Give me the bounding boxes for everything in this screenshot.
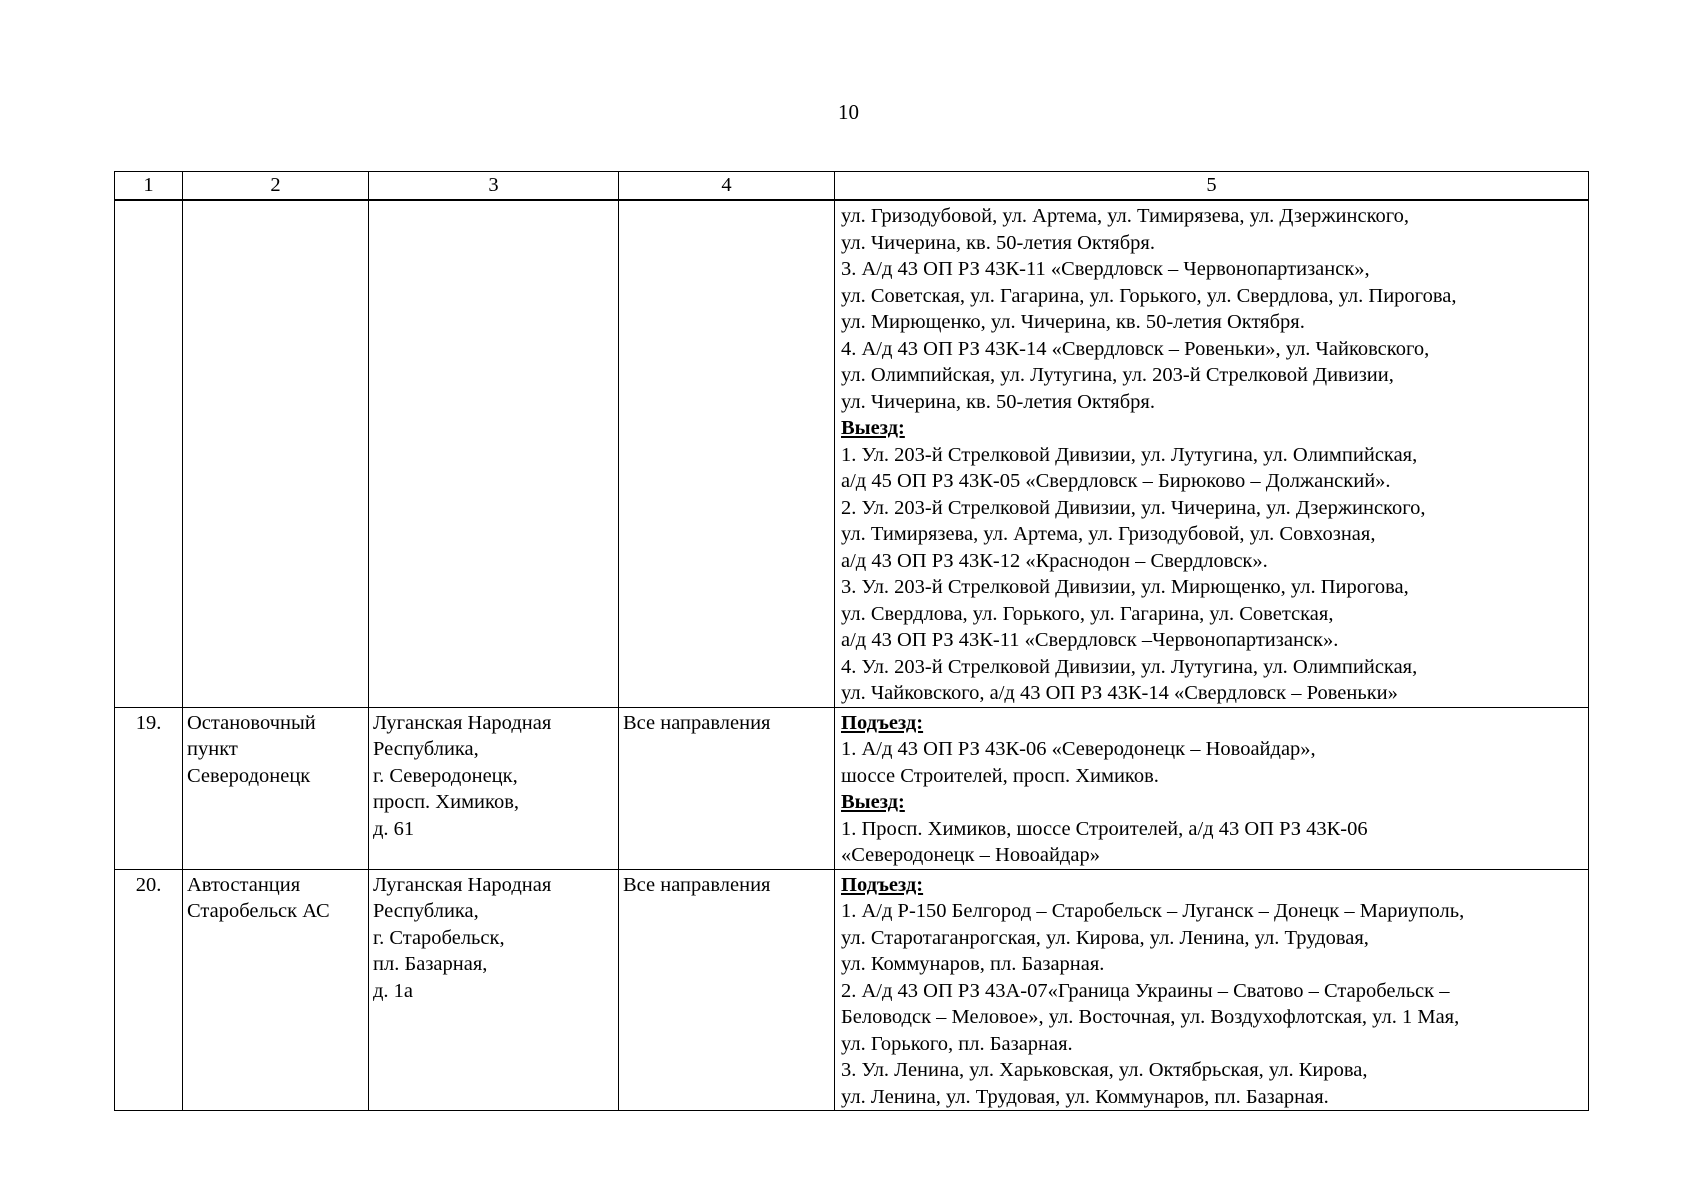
address-cell <box>369 200 619 707</box>
route-line: 2. Ул. 203-й Стрелковой Дивизии, ул. Чичерина, ул. Дзержинского, <box>841 496 1426 519</box>
route-cell <box>835 707 1589 869</box>
address-line: просп. Химиков, <box>373 791 519 813</box>
route-line: ул. Горького, пл. Базарная. <box>841 1032 1073 1055</box>
route-line: ул. Чайковского, а/д 43 ОП РЗ 43К-14 «Свердловск – Ровеньки» <box>841 682 1398 704</box>
route-heading: Подъезд: <box>841 873 924 896</box>
route-line: 1. Просп. Химиков, шоссе Строителей, а/д 43 ОП РЗ 43К-06 <box>841 817 1368 840</box>
address-line: Республика, <box>373 900 479 922</box>
route-line: 3. Ул. 203-й Стрелковой Дивизии, ул. Мирющенко, ул. Пирогова, <box>841 576 1409 598</box>
route-heading: Выезд: <box>841 791 905 813</box>
column-number-5: 5 <box>835 172 1589 201</box>
column-number-4: 4 <box>619 172 835 201</box>
route-line: ул. Олимпийская, ул. Лутугина, ул. 203-й Стрелковой Дивизии, <box>841 364 1394 386</box>
address-line: г. Старобельск, <box>373 926 505 949</box>
stop-name-cell <box>183 869 369 1111</box>
stop-name-line: Старобельск АС <box>187 900 330 922</box>
address-cell <box>369 869 619 1111</box>
stop-name-cell <box>183 707 369 869</box>
route-line: ул. Советская, ул. Гагарина, ул. Горького, ул. Свердлова, ул. Пирогова, <box>841 284 1457 307</box>
row-number: 20. <box>115 869 183 1111</box>
route-line: ул. Свердлова, ул. Горького, ул. Гагарина, ул. Советская, <box>841 602 1334 625</box>
page-number: 10 <box>838 100 859 124</box>
route-line: ул. Чичерина, кв. 50-летия Октября. <box>841 231 1155 254</box>
route-line: 3. Ул. Ленина, ул. Харьковская, ул. Октябрьская, ул. Кирова, <box>841 1059 1368 1081</box>
row-number <box>115 200 183 707</box>
address-line: г. Северодонецк, <box>373 764 518 787</box>
table-row <box>115 200 1589 707</box>
column-number-2: 2 <box>183 172 369 201</box>
route-line: 2. А/д 43 ОП РЗ 43А-07«Граница Украины – Сватово – Старобельск – <box>841 979 1450 1002</box>
stop-name-line: пункт <box>187 738 238 760</box>
address-line: д. 1а <box>373 979 414 1002</box>
route-line: 1. А/д 43 ОП РЗ 43К-06 «Северодонецк – Новоайдар», <box>841 738 1316 760</box>
route-cell <box>835 869 1589 1111</box>
route-line: 1. Ул. 203-й Стрелковой Дивизии, ул. Лутугина, ул. Олимпийская, <box>841 443 1418 466</box>
route-line: ул. Старотаганрогская, ул. Кирова, ул. Ленина, ул. Трудовая, <box>841 926 1369 949</box>
address-line: Республика, <box>373 738 479 760</box>
address-line: Луганская Народная <box>373 711 552 734</box>
route-heading: Подъезд: <box>841 711 924 734</box>
stop-name-cell <box>183 200 369 707</box>
route-line: 4. А/д 43 ОП РЗ 43К-14 «Свердловск – Ровеньки», ул. Чайковского, <box>841 337 1430 360</box>
direction-cell <box>619 200 835 707</box>
route-line: а/д 43 ОП РЗ 43К-11 «Свердловск –Червонопартизанск». <box>841 629 1339 651</box>
route-line: ул. Мирющенко, ул. Чичерина, кв. 50-летия Октября. <box>841 311 1305 333</box>
table-row <box>115 707 1589 869</box>
route-line: а/д 45 ОП РЗ 43К-05 «Свердловск – Бирюково – Должанский». <box>841 470 1391 492</box>
address-cell <box>369 707 619 869</box>
table-row <box>115 869 1589 1111</box>
route-line: ул. Ленина, ул. Трудовая, ул. Коммунаров, пл. Базарная. <box>841 1085 1329 1108</box>
route-cell <box>835 200 1589 707</box>
route-line: ул. Тимирязева, ул. Артема, ул. Гризодубовой, ул. Совхозная, <box>841 523 1376 545</box>
route-line: 3. А/д 43 ОП РЗ 43К-11 «Свердловск – Червонопартизанск», <box>841 258 1370 280</box>
direction-cell: Все направления <box>619 869 835 1111</box>
route-heading: Выезд: <box>841 417 905 439</box>
route-line: ул. Гризодубовой, ул. Артема, ул. Тимирязева, ул. Дзержинского, <box>841 205 1410 227</box>
route-line: 4. Ул. 203-й Стрелковой Дивизии, ул. Лутугина, ул. Олимпийская, <box>841 655 1418 678</box>
column-number-3: 3 <box>369 172 619 201</box>
address-line: пл. Базарная, <box>373 953 488 975</box>
address-line: д. 61 <box>373 817 415 840</box>
address-line: Луганская Народная <box>373 873 552 896</box>
route-line: 1. А/д Р-150 Белгород – Старобельск – Луганск – Донецк – Мариуполь, <box>841 900 1465 922</box>
column-number-row <box>115 172 1589 201</box>
route-line: шоссе Строителей, просп. Химиков. <box>841 764 1159 787</box>
route-line: ул. Чичерина, кв. 50-летия Октября. <box>841 390 1155 413</box>
routes-table <box>114 171 1589 1111</box>
route-line: а/д 43 ОП РЗ 43К-12 «Краснодон – Свердловск». <box>841 549 1268 572</box>
row-number: 19. <box>115 707 183 869</box>
direction-cell: Все направления <box>619 707 835 869</box>
stop-name-line: Остановочный <box>187 711 316 734</box>
route-line: ул. Коммунаров, пл. Базарная. <box>841 953 1105 975</box>
stop-name-line: Автостанция <box>187 873 301 896</box>
stop-name-line: Северодонецк <box>187 764 311 787</box>
column-number-1: 1 <box>115 172 183 201</box>
route-line: «Северодонецк – Новоайдар» <box>841 844 1100 866</box>
route-line: Беловодск – Меловое», ул. Восточная, ул. Воздухофлотская, ул. 1 Мая, <box>841 1006 1460 1028</box>
